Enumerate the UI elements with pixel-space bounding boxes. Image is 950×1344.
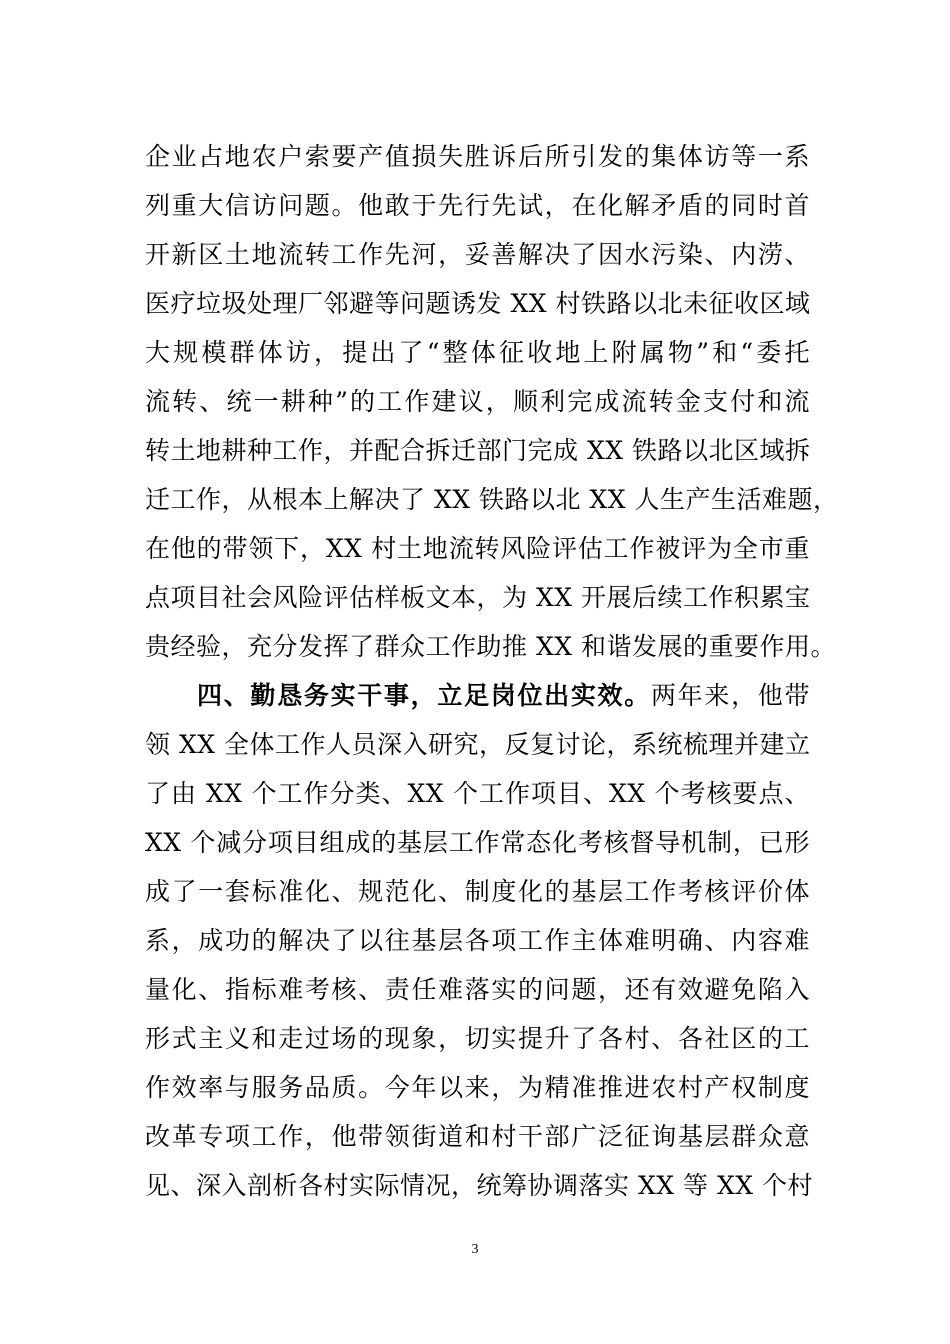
document-body [145,132,839,1210]
section-heading-line [145,671,810,720]
page-number: 3 [471,1242,479,1257]
text-line: 列重大信访问题。他敢于先行先试，在化解矛盾的同时首 [145,191,810,220]
text-line: 企业占地农户索要产值损失胜诉后所引发的集体访等一系 [145,142,810,171]
text-line: 转土地耕种工作，并配合拆迁部门完成 XX 铁路以北区域拆 [145,436,811,465]
text-line: 开新区土地流转工作先河，妥善解决了因水污染、内涝、 [145,240,810,269]
text-line: 形式主义和走过场的现象，切实提升了各村、各社区的工 [145,1024,810,1053]
text-line: 领 XX 全体工作人员深入研究，反复讨论，系统梳理并建立 [145,730,811,759]
section-heading: 四、勤恳务实干事，立足岗位出实效。 [197,681,651,710]
text-line: 流转、统一耕种”的工作建议，顺利完成流转金支付和流 [145,387,810,416]
text-line: 大规模群体访，提出了“整体征收地上附属物”和“委托 [145,338,810,367]
text-line: 成了一套标准化、规范化、制度化的基层工作考核评价体 [145,877,810,906]
heading-line-text: 两年来，他带 [650,681,810,710]
text-line: 改革专项工作，他带领街道和村干部广泛征询基层群众意 [145,1122,810,1151]
text-line: 作效率与服务品质。今年以来，为精准推进农村产权制度 [145,1073,810,1102]
text-line: 了由 XX 个工作分类、XX 个工作项目、XX 个考核要点、 [145,779,810,808]
text-line: 在他的带领下，XX 村土地流转风险评估工作被评为全市重 [145,534,810,563]
text-line: 见、深入剖析各村实际情况，统筹协调落实 XX 等 XX 个村 [145,1171,813,1200]
text-line: 系，成功的解决了以往基层各项工作主体难明确、内容难 [145,926,810,955]
text-line: 医疗垃圾处理厂邻避等问题诱发 XX 村铁路以北未征收区域 [145,289,811,318]
text-line: 迁工作，从根本上解决了 XX 铁路以北 XX 人生产生活难题， [145,485,839,514]
text-line: 点项目社会风险评估样板文本，为 XX 开展后续工作积累宝 [145,583,811,612]
text-line: 量化、指标难考核、责任难落实的问题，还有效避免陷入 [145,975,810,1004]
text-line: 贵经验，充分发挥了群众工作助推 XX 和谐发展的重要作用。 [145,632,836,661]
paragraph-1 [145,132,839,671]
text-line: XX 个减分项目组成的基层工作常态化考核督导机制，已形 [145,828,810,857]
paragraph-2 [145,671,813,1210]
